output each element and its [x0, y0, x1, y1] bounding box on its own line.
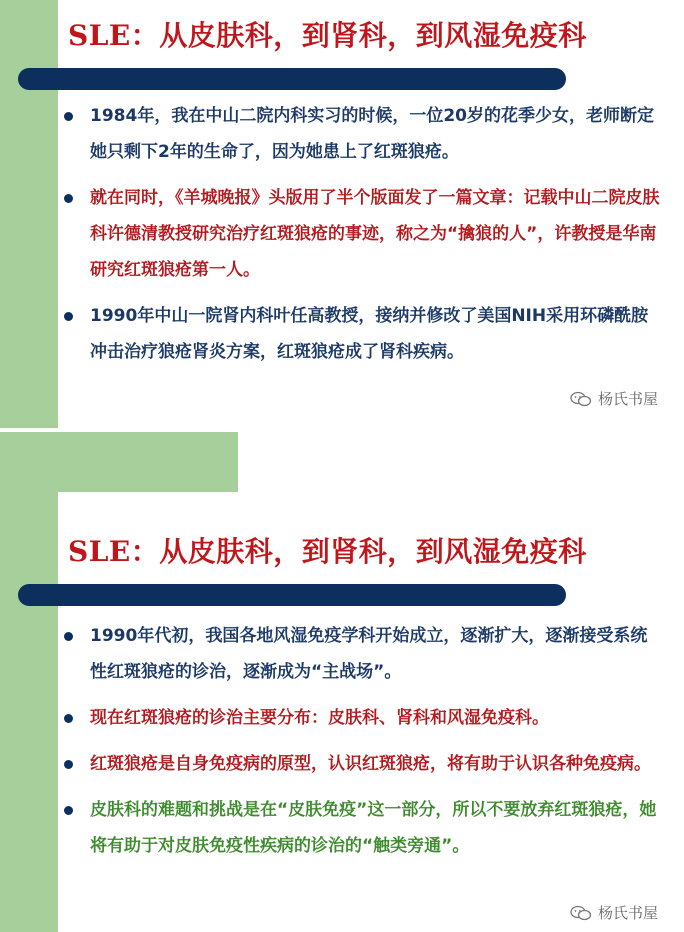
bullet-text: 1984年，我在中山二院内科实习的时候，一位20岁的花季少女，老师断定她只剩下2年的生命了，因为她患上了红斑狼疮。	[90, 106, 654, 162]
bullet-text: 皮肤科的难题和挑战是在“皮肤免疫”这一部分，所以不要放弃红斑狼疮，她将有助于对皮肤免疫性疾病的诊治的“触类旁通”。	[90, 800, 657, 856]
watermark-text: 杨氏书屋	[597, 904, 658, 922]
green-side-band	[0, 432, 58, 932]
bullet-dot-icon	[64, 194, 73, 203]
bullet-item	[60, 180, 660, 288]
wechat-icon	[570, 905, 592, 921]
bullet-dot-icon	[64, 760, 73, 769]
bullet-list	[60, 98, 660, 380]
bullet-item	[60, 618, 660, 690]
bullet-text: 现在红斑狼疮的诊治主要分布：皮肤科、肾科和风湿免疫科。	[90, 708, 549, 728]
bullet-dot-icon	[64, 112, 73, 121]
wechat-icon	[570, 391, 592, 407]
bullet-item	[60, 700, 660, 736]
bullet-text: 1990年代初，我国各地风湿免疫学科开始成立，逐渐扩大，逐渐接受系统性红斑狼疮的诊治，逐渐成为“主战场”。	[90, 626, 648, 682]
bullet-dot-icon	[64, 632, 73, 641]
bullet-dot-icon	[64, 714, 73, 723]
bullet-text: 1990年中山一院肾内科叶任高教授，接纳并修改了美国NIH采用环磷酰胺冲击治疗狼疮肾炎方案，红斑狼疮成了肾科疾病。	[90, 306, 649, 362]
bullet-item	[60, 298, 660, 370]
bullet-item	[60, 746, 660, 782]
bullet-dot-icon	[64, 806, 73, 815]
watermark	[570, 388, 658, 409]
bullet-list	[60, 618, 660, 874]
watermark	[570, 902, 658, 923]
watermark-text: 杨氏书屋	[597, 390, 658, 408]
bullet-dot-icon	[64, 312, 73, 321]
slide-2	[0, 432, 684, 932]
title-underline-bar	[18, 68, 566, 90]
bullet-item	[60, 792, 660, 864]
slide-1	[0, 0, 684, 428]
green-side-band	[0, 0, 58, 428]
title-underline-bar	[18, 584, 566, 606]
bullet-text: 红斑狼疮是自身免疫病的原型，认识红斑狼疮，将有助于认识各种免疫病。	[90, 754, 651, 774]
slide-title: SLE：从皮肤科，到肾科，到风湿免疫科	[68, 535, 587, 568]
bullet-text: 就在同时，《羊城晚报》头版用了半个版面发了一篇文章：记载中山二院皮肤科许德清教授研究治疗红斑狼疮的事迹，称之为“擒狼的人”，许教授是华南研究红斑狼疮第一人。	[90, 188, 660, 280]
slide-title: SLE：从皮肤科，到肾科，到风湿免疫科	[68, 19, 587, 52]
bullet-item	[60, 98, 660, 170]
